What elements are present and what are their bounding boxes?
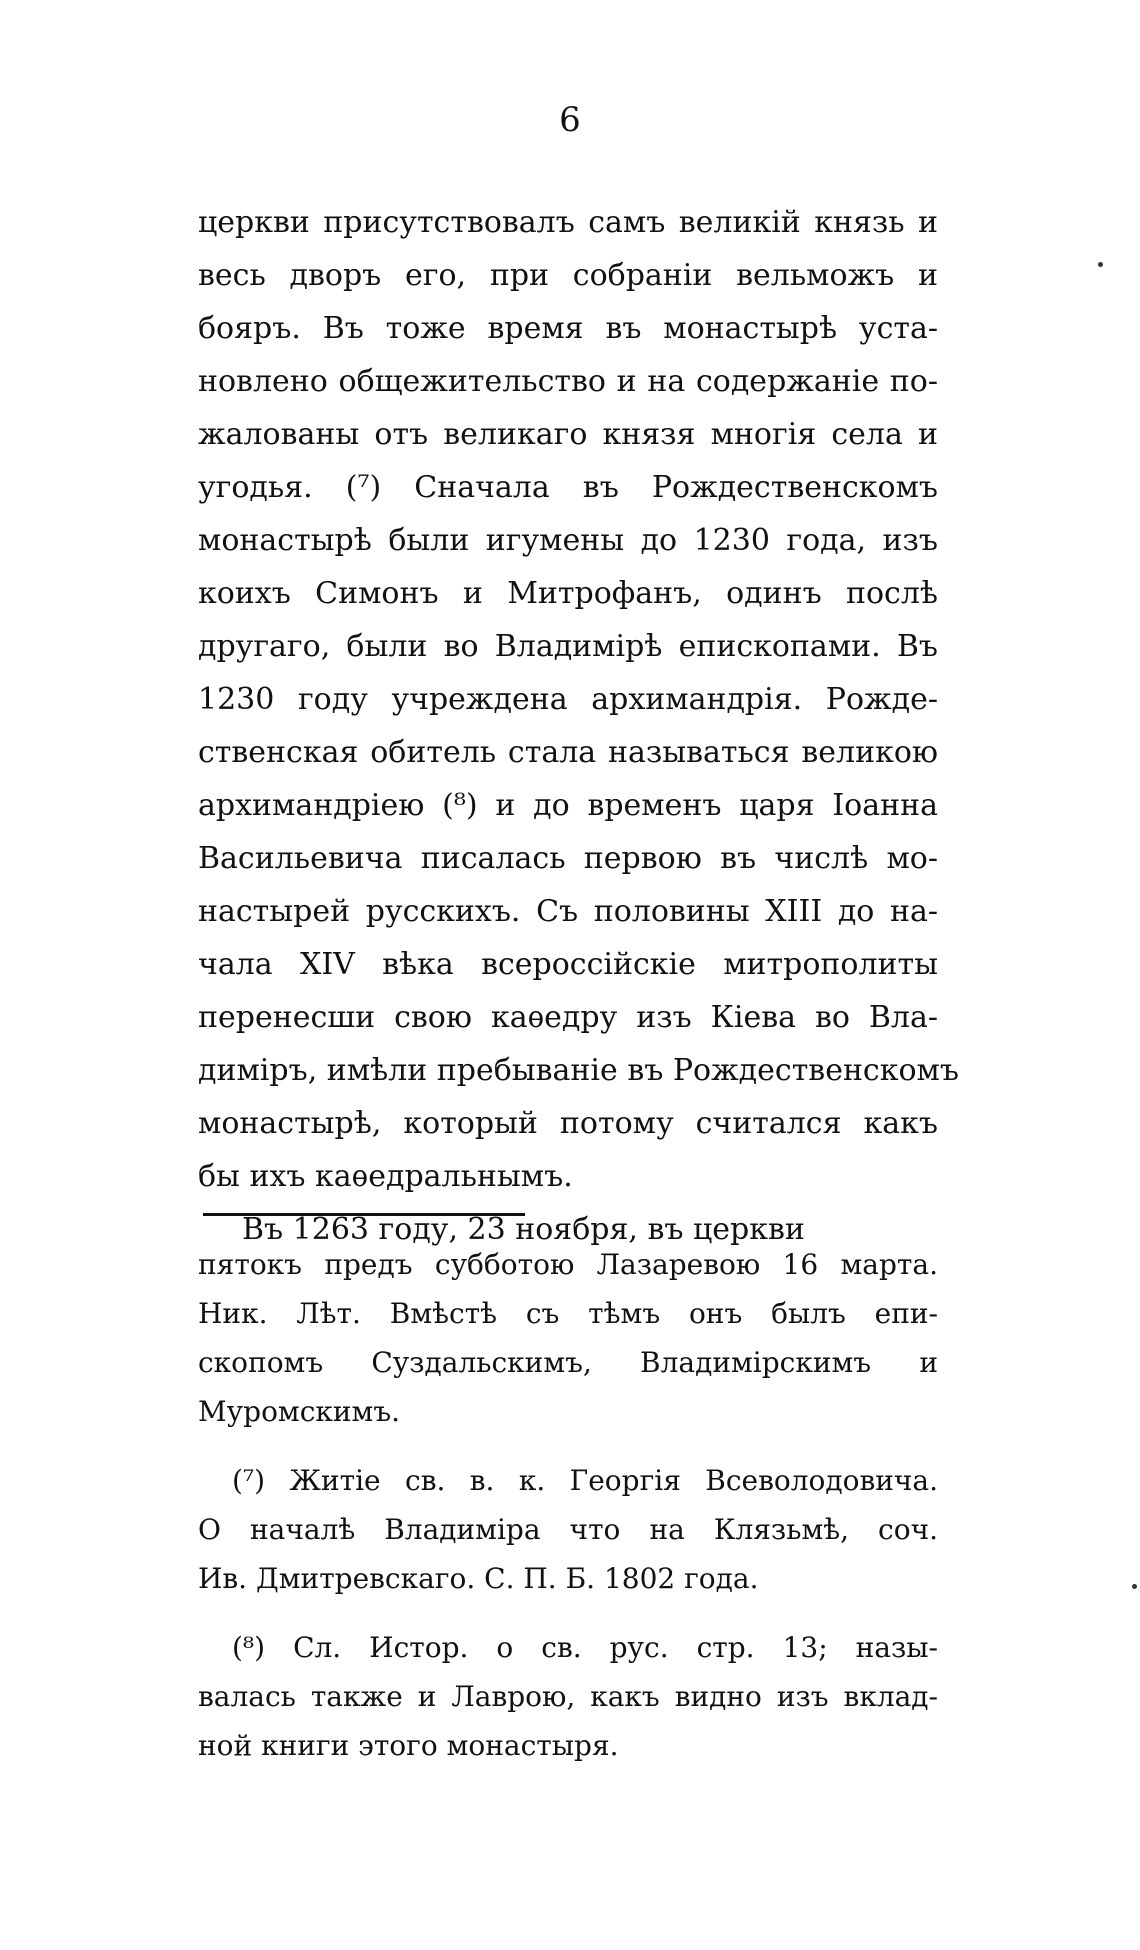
text-line: бы ихъ каѳедральнымъ. bbox=[198, 1159, 573, 1194]
text-line: чала XIV вѣка всероссійскіе митрополиты bbox=[198, 947, 938, 982]
footnote-line: ной книги этого монастыря. bbox=[198, 1729, 619, 1762]
text-line: настырей русскихъ. Съ половины XIII до на- bbox=[198, 894, 938, 929]
text-line: церкви присутствовалъ самъ великій князь и bbox=[198, 205, 938, 240]
text-line: бояръ. Въ тоже время въ монастырѣ уста- bbox=[198, 311, 938, 346]
text-line: Васильевича писалась первою въ числѣ мо- bbox=[198, 841, 938, 876]
footnote-line: Муромскимъ. bbox=[198, 1395, 401, 1428]
footnote-line: пятокъ предъ субботою Лазаревою 16 марта. bbox=[198, 1248, 938, 1281]
footnote-line: скопомъ Суздальскимъ, Владимірскимъ и bbox=[198, 1346, 938, 1379]
speck-mark bbox=[1098, 262, 1103, 267]
footnote-line: Ник. Лѣт. Вмѣстѣ съ тѣмъ онъ былъ епи- bbox=[198, 1297, 938, 1330]
speck-mark bbox=[1132, 1584, 1137, 1589]
text-line: весь дворъ его, при собраніи вельможъ и bbox=[198, 258, 938, 293]
text-line: 1230 году учреждена архимандрія. Рожде- bbox=[198, 682, 938, 717]
text-line: монастырѣ, который потому считался какъ bbox=[198, 1106, 938, 1141]
footnote-separator bbox=[203, 1213, 525, 1216]
text-line: Въ 1263 году, 23 ноября, въ церкви bbox=[242, 1212, 805, 1247]
footnote-line: (⁸) Сл. Истор. о св. рус. стр. 13; назы- bbox=[232, 1631, 938, 1664]
text-line: коихъ Симонъ и Митрофанъ, одинъ послѣ bbox=[198, 576, 938, 611]
text-line: новлено общежительство и на содержаніе по- bbox=[198, 364, 938, 399]
footnote-line: валась также и Лаврою, какъ видно изъ вклад- bbox=[198, 1680, 938, 1713]
text-line: ственская обитель стала называться великою bbox=[198, 735, 938, 770]
text-line: угодья. (⁷) Сначала въ Рождественскомъ bbox=[198, 470, 938, 505]
text-line: другаго, были во Владимірѣ епископами. Въ bbox=[198, 629, 938, 664]
footnote-continuation bbox=[198, 1240, 938, 1436]
text-line: монастырѣ были игумены до 1230 года, изъ bbox=[198, 523, 938, 558]
footnote-line: Ив. Дмитревскаго. С. П. Б. 1802 года. bbox=[198, 1562, 759, 1595]
footnotes bbox=[198, 1240, 938, 1770]
main-text bbox=[198, 196, 959, 1256]
footnote-line: (⁷) Житіе св. в. к. Георгія Всеволодовича. bbox=[232, 1464, 938, 1497]
footnote-8 bbox=[198, 1623, 938, 1770]
text-line: диміръ, имѣли пребываніе въ Рождественскомъ bbox=[198, 1053, 959, 1088]
footnote-7 bbox=[198, 1456, 938, 1603]
text-line: перенесши свою каѳедру изъ Кіева во Вла- bbox=[198, 1000, 938, 1035]
page-number: 6 bbox=[559, 100, 581, 140]
text-line: архимандріею (⁸) и до временъ царя Іоанна bbox=[198, 788, 938, 823]
footnote-line: О началѣ Владиміра что на Клязьмѣ, соч. bbox=[198, 1513, 938, 1546]
text-line: жалованы отъ великаго князя многія села и bbox=[198, 417, 938, 452]
